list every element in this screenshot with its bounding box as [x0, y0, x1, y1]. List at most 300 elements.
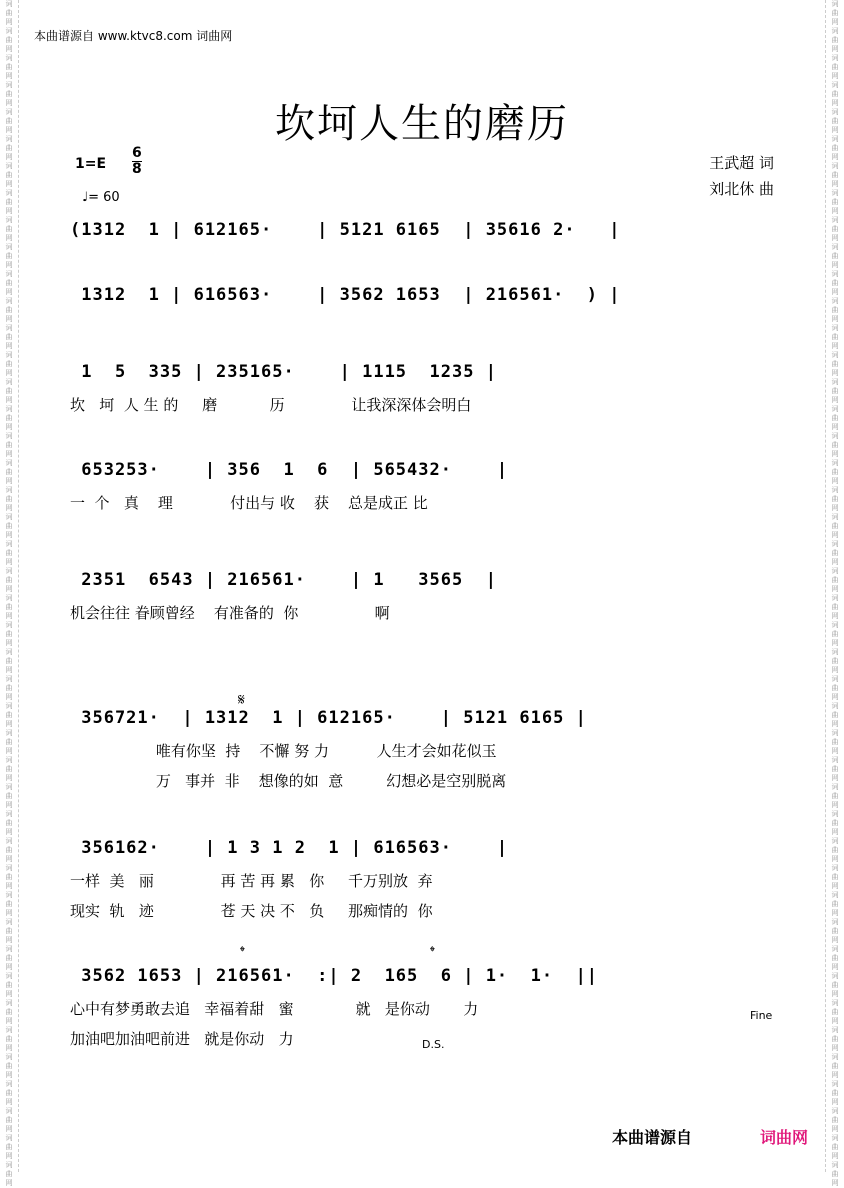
watermark-char: 网 — [5, 801, 13, 809]
watermark-char: 词 — [5, 324, 13, 332]
watermark-char: 词 — [831, 1161, 839, 1169]
score-row — [70, 570, 780, 622]
watermark-char: 曲 — [831, 1116, 839, 1124]
watermark-char: 曲 — [5, 63, 13, 71]
watermark-char: 词 — [831, 54, 839, 62]
watermark-char: 网 — [831, 1179, 839, 1187]
watermark-char: 网 — [5, 558, 13, 566]
score-row — [70, 285, 780, 325]
song-title: 坎坷人生的磨历 — [275, 101, 569, 147]
watermark-char: 曲 — [831, 1035, 839, 1043]
watermark-char: 词 — [5, 351, 13, 359]
watermark-char: 网 — [5, 450, 13, 458]
watermark-char: 网 — [5, 774, 13, 782]
watermark-char: 网 — [5, 261, 13, 269]
watermark-char: 词 — [831, 243, 839, 251]
watermark-char: 网 — [5, 882, 13, 890]
watermark-char: 词 — [5, 108, 13, 116]
watermark-char: 曲 — [5, 198, 13, 206]
watermark-char: 曲 — [831, 1062, 839, 1070]
watermark-char: 词 — [831, 216, 839, 224]
watermark-char: 词 — [831, 459, 839, 467]
watermark-char: 网 — [5, 1044, 13, 1052]
watermark-char: 曲 — [831, 549, 839, 557]
watermark-char: 曲 — [5, 576, 13, 584]
watermark-char: 网 — [831, 315, 839, 323]
watermark-char: 词 — [831, 297, 839, 305]
watermark-char: 词 — [831, 108, 839, 116]
watermark-char: 词 — [831, 972, 839, 980]
watermark-char: 网 — [5, 666, 13, 674]
watermark-char: 曲 — [5, 1170, 13, 1178]
watermark-char: 网 — [831, 990, 839, 998]
watermark-char: 词 — [5, 1107, 13, 1115]
watermark-char: 网 — [831, 423, 839, 431]
watermark-char: 网 — [5, 963, 13, 971]
watermark-char: 词 — [5, 648, 13, 656]
watermark-char: 曲 — [5, 468, 13, 476]
watermark-char: 网 — [5, 369, 13, 377]
watermark-char: 曲 — [5, 873, 13, 881]
watermark-char: 词 — [5, 378, 13, 386]
watermark-char: 网 — [5, 207, 13, 215]
watermark-char: 词 — [5, 297, 13, 305]
watermark-char: 曲 — [831, 603, 839, 611]
watermark-char: 词 — [5, 270, 13, 278]
watermark-char: 词 — [831, 1080, 839, 1088]
watermark-char: 曲 — [5, 657, 13, 665]
watermark-char: 曲 — [831, 36, 839, 44]
watermark-char: 词 — [831, 135, 839, 143]
watermark-char: 词 — [5, 1080, 13, 1088]
watermark-char: 网 — [831, 774, 839, 782]
watermark-char: 词 — [5, 918, 13, 926]
watermark-char: 网 — [831, 963, 839, 971]
lyric-line: 心中有梦勇敢去追 幸福着甜 蜜 就 是你动 力 — [70, 1000, 479, 1018]
watermark-char: 词 — [5, 513, 13, 521]
watermark-char: 词 — [831, 756, 839, 764]
watermark-char: 曲 — [5, 900, 13, 908]
watermark-char: 网 — [831, 342, 839, 350]
watermark-char: 网 — [5, 315, 13, 323]
watermark-char: 词 — [831, 1134, 839, 1142]
watermark-char: 网 — [5, 180, 13, 188]
watermark-char: 词 — [5, 540, 13, 548]
watermark-char: 词 — [5, 945, 13, 953]
score-row — [70, 362, 780, 414]
watermark-char: 词 — [831, 783, 839, 791]
watermark-char: 网 — [5, 936, 13, 944]
watermark-char: 词 — [831, 324, 839, 332]
watermark-char: 曲 — [5, 252, 13, 260]
watermark-char: 曲 — [5, 9, 13, 17]
watermark-char: 词 — [831, 648, 839, 656]
watermark-char: 网 — [5, 1179, 13, 1187]
watermark-char: 曲 — [5, 981, 13, 989]
watermark-char: 曲 — [831, 1089, 839, 1097]
watermark-char: 网 — [5, 855, 13, 863]
source-header: 本曲谱源自 www.ktvc8.com 词曲网 — [34, 29, 233, 43]
watermark-char: 曲 — [5, 225, 13, 233]
watermark-char: 曲 — [831, 657, 839, 665]
watermark-char: 词 — [5, 972, 13, 980]
watermark-char: 曲 — [831, 9, 839, 17]
watermark-char: 曲 — [5, 1143, 13, 1151]
watermark-char: 曲 — [831, 819, 839, 827]
watermark-char: 词 — [831, 594, 839, 602]
watermark-char: 曲 — [5, 1035, 13, 1043]
watermark-char: 网 — [5, 45, 13, 53]
watermark-char: 词 — [5, 702, 13, 710]
watermark-char: 网 — [831, 828, 839, 836]
watermark-char: 曲 — [5, 765, 13, 773]
watermark-char: 网 — [5, 342, 13, 350]
watermark-char: 曲 — [5, 387, 13, 395]
watermark-char: 曲 — [5, 306, 13, 314]
note-line: 1312 1 | 616563· | 3562 1653 | 216561· ) | — [70, 285, 621, 305]
watermark-char: 词 — [5, 0, 13, 8]
score-row — [70, 220, 780, 260]
lyric-line: 加油吧加油吧前进 就是你动 力 — [70, 1030, 294, 1048]
watermark-char: 网 — [831, 612, 839, 620]
watermark-char: 词 — [831, 810, 839, 818]
watermark-char: 词 — [5, 756, 13, 764]
watermark-char: 曲 — [831, 495, 839, 503]
watermark-char: 词 — [5, 81, 13, 89]
watermark-char: 词 — [831, 1053, 839, 1061]
watermark-char: 网 — [831, 72, 839, 80]
watermark-char: 词 — [5, 1161, 13, 1169]
watermark-char: 词 — [831, 702, 839, 710]
watermark-char: 词 — [831, 540, 839, 548]
lyric-line: 唯有你坚 持 不懈 努 力 人生才会如花似玉 — [70, 742, 497, 760]
watermark-char: 词 — [831, 486, 839, 494]
watermark-char: 曲 — [831, 414, 839, 422]
watermark-char: 网 — [5, 1152, 13, 1160]
watermark-char: 网 — [831, 855, 839, 863]
watermark-char: 词 — [5, 27, 13, 35]
watermark-char: 曲 — [5, 1062, 13, 1070]
watermark-char: 曲 — [831, 117, 839, 125]
footer-source: 本曲谱源自 — [612, 1128, 693, 1147]
watermark-char: 曲 — [831, 198, 839, 206]
note-line: 356162· | 1 3 1 2 1 | 616563· | — [70, 838, 509, 858]
watermark-char: 词 — [831, 351, 839, 359]
watermark-char: 曲 — [5, 846, 13, 854]
watermark-char: 词 — [5, 594, 13, 602]
watermark-char: 网 — [831, 207, 839, 215]
watermark-char: 曲 — [5, 711, 13, 719]
watermark-char: 网 — [5, 1071, 13, 1079]
watermark-char: 网 — [831, 909, 839, 917]
watermark-char: 曲 — [831, 360, 839, 368]
watermark-char: 词 — [5, 729, 13, 737]
watermark-char: 曲 — [5, 522, 13, 530]
watermark-char: 曲 — [5, 279, 13, 287]
watermark-char: 曲 — [5, 36, 13, 44]
watermark-char: 词 — [831, 891, 839, 899]
watermark-char: 词 — [831, 0, 839, 8]
watermark-char: 曲 — [831, 522, 839, 530]
watermark-char: 曲 — [5, 144, 13, 152]
score-row — [70, 708, 780, 790]
watermark-char: 网 — [831, 18, 839, 26]
watermark-char: 网 — [831, 180, 839, 188]
watermark-char: 词 — [5, 1134, 13, 1142]
watermark-char: 词 — [5, 621, 13, 629]
watermark-char: 网 — [5, 747, 13, 755]
watermark-char: 词 — [831, 621, 839, 629]
watermark-char: 网 — [831, 477, 839, 485]
watermark-char: 曲 — [831, 225, 839, 233]
watermark-char: 网 — [5, 396, 13, 404]
watermark-char: 曲 — [831, 306, 839, 314]
watermark-char: 词 — [5, 459, 13, 467]
watermark-char: 网 — [831, 1125, 839, 1133]
watermark-char: 网 — [5, 720, 13, 728]
watermark-char: 词 — [831, 837, 839, 845]
watermark-char: 词 — [5, 486, 13, 494]
watermark-char: 词 — [5, 405, 13, 413]
watermark-char: 词 — [5, 567, 13, 575]
watermark-char: 网 — [831, 1098, 839, 1106]
watermark-char: 曲 — [831, 171, 839, 179]
watermark-char: 网 — [5, 99, 13, 107]
watermark-char: 网 — [831, 153, 839, 161]
watermark-char: 词 — [5, 675, 13, 683]
watermark-char: 网 — [831, 45, 839, 53]
watermark-char: 网 — [5, 909, 13, 917]
watermark-char: 网 — [831, 801, 839, 809]
watermark-char: 网 — [831, 1017, 839, 1025]
watermark-char: 曲 — [831, 576, 839, 584]
watermark-char: 曲 — [831, 1143, 839, 1151]
watermark-char: 网 — [5, 288, 13, 296]
watermark-char: 曲 — [5, 117, 13, 125]
ds-mark: D.S. — [422, 1038, 445, 1051]
watermark-char: 词 — [5, 783, 13, 791]
watermark-char: 曲 — [831, 981, 839, 989]
watermark-char: 网 — [831, 585, 839, 593]
note-line: (1312 1 | 612165· | 5121 6165 | 35616 2· | — [70, 220, 621, 240]
watermark-char: 曲 — [5, 819, 13, 827]
watermark-char: 曲 — [831, 684, 839, 692]
watermark-char: 网 — [5, 990, 13, 998]
watermark-char: 网 — [831, 936, 839, 944]
watermark-char: 网 — [831, 531, 839, 539]
watermark-char: 网 — [831, 1152, 839, 1160]
tempo-mark: ♩= 60 — [82, 190, 120, 205]
watermark-char: 网 — [831, 882, 839, 890]
coda-mark-2: 𝄌 — [430, 944, 435, 960]
lyric-line: 一样 美 丽 再 苦 再 累 你 千万别放 弃 — [70, 872, 433, 890]
watermark-char: 词 — [831, 513, 839, 521]
watermark-char: 网 — [831, 234, 839, 242]
watermark-char: 词 — [831, 270, 839, 278]
lyric-line: 现实 轨 迹 苍 天 决 不 负 那痴情的 你 — [70, 902, 433, 920]
note-line: 356721· | 1312 1 | 612165· | 5121 6165 | — [70, 708, 587, 728]
watermark-char: 网 — [5, 477, 13, 485]
watermark-char: 词 — [831, 864, 839, 872]
watermark-char: 曲 — [831, 441, 839, 449]
watermark-char: 词 — [5, 216, 13, 224]
watermark-char: 网 — [831, 693, 839, 701]
watermark-char: 词 — [831, 378, 839, 386]
watermark-char: 网 — [5, 693, 13, 701]
watermark-char: 曲 — [831, 63, 839, 71]
watermark-char: 曲 — [5, 171, 13, 179]
score-row — [70, 460, 780, 512]
watermark-char: 网 — [831, 1044, 839, 1052]
watermark-char: 网 — [5, 612, 13, 620]
watermark-char: 曲 — [5, 603, 13, 611]
watermark-char: 词 — [831, 567, 839, 575]
watermark-char: 词 — [831, 675, 839, 683]
watermark-char: 曲 — [831, 279, 839, 287]
note-line: 653253· | 356 1 6 | 565432· | — [70, 460, 509, 480]
watermark-char: 曲 — [831, 333, 839, 341]
watermark-char: 曲 — [831, 873, 839, 881]
watermark-char: 曲 — [831, 846, 839, 854]
watermark-char: 网 — [831, 126, 839, 134]
watermark-char: 曲 — [5, 1008, 13, 1016]
watermark-char: 网 — [831, 666, 839, 674]
watermark-char: 曲 — [831, 630, 839, 638]
watermark-char: 词 — [831, 729, 839, 737]
watermark-char: 词 — [5, 999, 13, 1007]
watermark-char: 曲 — [831, 711, 839, 719]
watermark-char: 网 — [5, 234, 13, 242]
watermark-char: 词 — [831, 432, 839, 440]
watermark-char: 网 — [5, 639, 13, 647]
watermark-char: 网 — [5, 72, 13, 80]
lyric-line: 一 个 真 理 付出与 收 获 总是成正 比 — [70, 494, 428, 512]
watermark-char: 词 — [831, 945, 839, 953]
watermark-char: 曲 — [831, 1170, 839, 1178]
watermark-char: 曲 — [831, 1008, 839, 1016]
watermark-char: 网 — [5, 1125, 13, 1133]
watermark-char: 网 — [831, 369, 839, 377]
watermark-char: 词 — [831, 999, 839, 1007]
time-bottom: 8 — [132, 161, 142, 177]
lyric-line: 万 事并 非 想像的如 意 幻想必是空别脱离 — [70, 772, 507, 790]
watermark-char: 词 — [5, 189, 13, 197]
watermark-char: 词 — [5, 54, 13, 62]
lyricist: 王武超 词 — [709, 154, 774, 172]
watermark-char: 曲 — [831, 792, 839, 800]
watermark-char: 词 — [5, 810, 13, 818]
watermark-char: 曲 — [5, 441, 13, 449]
watermark-char: 词 — [5, 1053, 13, 1061]
watermark-char: 曲 — [5, 630, 13, 638]
watermark-char: 曲 — [5, 414, 13, 422]
watermark-char: 网 — [831, 261, 839, 269]
watermark-char: 曲 — [5, 495, 13, 503]
watermark-char: 网 — [5, 531, 13, 539]
watermark-char: 曲 — [5, 792, 13, 800]
watermark-char: 词 — [5, 243, 13, 251]
watermark-char: 曲 — [5, 1116, 13, 1124]
credits — [709, 150, 774, 202]
watermark-char: 网 — [5, 153, 13, 161]
coda-mark-1: 𝄌 — [240, 944, 245, 960]
watermark-char: 词 — [831, 189, 839, 197]
watermark-char: 曲 — [5, 954, 13, 962]
watermark-char: 曲 — [5, 549, 13, 557]
watermark-char: 曲 — [831, 954, 839, 962]
watermark-char: 词 — [831, 1026, 839, 1034]
watermark-char: 网 — [5, 18, 13, 26]
note-line: 1 5 335 | 235165· | 1115 1235 | — [70, 362, 497, 382]
watermark-char: 网 — [831, 558, 839, 566]
watermark-char: 曲 — [831, 90, 839, 98]
watermark-char: 网 — [5, 423, 13, 431]
watermark-char: 曲 — [5, 90, 13, 98]
watermark-char: 网 — [5, 126, 13, 134]
watermark-char: 曲 — [831, 144, 839, 152]
watermark-char: 词 — [5, 891, 13, 899]
watermark-char: 词 — [831, 81, 839, 89]
composer: 刘北休 曲 — [709, 180, 774, 198]
watermark-char: 曲 — [831, 927, 839, 935]
watermark-char: 网 — [5, 1098, 13, 1106]
watermark-char: 词 — [5, 864, 13, 872]
footer-site: 词曲网 — [760, 1128, 809, 1147]
watermark-char: 曲 — [831, 738, 839, 746]
watermark-char: 网 — [831, 504, 839, 512]
watermark-char: 曲 — [831, 252, 839, 260]
segno-mark: 𝄋 — [238, 690, 245, 709]
watermark-char: 网 — [831, 639, 839, 647]
watermark-char: 曲 — [5, 738, 13, 746]
watermark-char: 曲 — [831, 387, 839, 395]
watermark-char: 词 — [831, 27, 839, 35]
watermark-char: 网 — [5, 1017, 13, 1025]
watermark-char: 网 — [831, 747, 839, 755]
watermark-char: 网 — [5, 828, 13, 836]
watermark-char: 网 — [831, 396, 839, 404]
watermark-char: 网 — [831, 99, 839, 107]
fine-mark: Fine — [750, 1009, 773, 1022]
watermark-char: 曲 — [5, 360, 13, 368]
watermark-char: 词 — [831, 405, 839, 413]
watermark-char: 词 — [5, 135, 13, 143]
watermark-char: 词 — [831, 162, 839, 170]
watermark-char: 曲 — [5, 333, 13, 341]
score-row — [70, 838, 780, 920]
watermark-char: 曲 — [831, 765, 839, 773]
watermark-char: 网 — [831, 720, 839, 728]
watermark-char: 网 — [831, 1071, 839, 1079]
watermark-char: 词 — [5, 432, 13, 440]
watermark-char: 网 — [831, 450, 839, 458]
watermark-char: 曲 — [831, 468, 839, 476]
watermark-char: 曲 — [5, 1089, 13, 1097]
watermark-char: 曲 — [5, 684, 13, 692]
watermark-char: 词 — [5, 162, 13, 170]
watermark-char: 词 — [831, 918, 839, 926]
watermark-char: 网 — [831, 288, 839, 296]
time-top: 6 — [132, 145, 142, 161]
time-signature — [132, 146, 142, 177]
key-signature: 1=E — [75, 156, 107, 172]
watermark-char: 词 — [5, 1026, 13, 1034]
note-line: 3562 1653 | 216561· :| 2 165 6 | 1· 1· || — [70, 966, 599, 986]
lyric-line: 机会往往 眷顾曾经 有准备的 你 啊 — [70, 604, 390, 622]
note-line: 2351 6543 | 216561· | 1 3565 | — [70, 570, 497, 590]
watermark-char: 词 — [831, 1107, 839, 1115]
right-watermark-strip — [825, 0, 844, 1187]
